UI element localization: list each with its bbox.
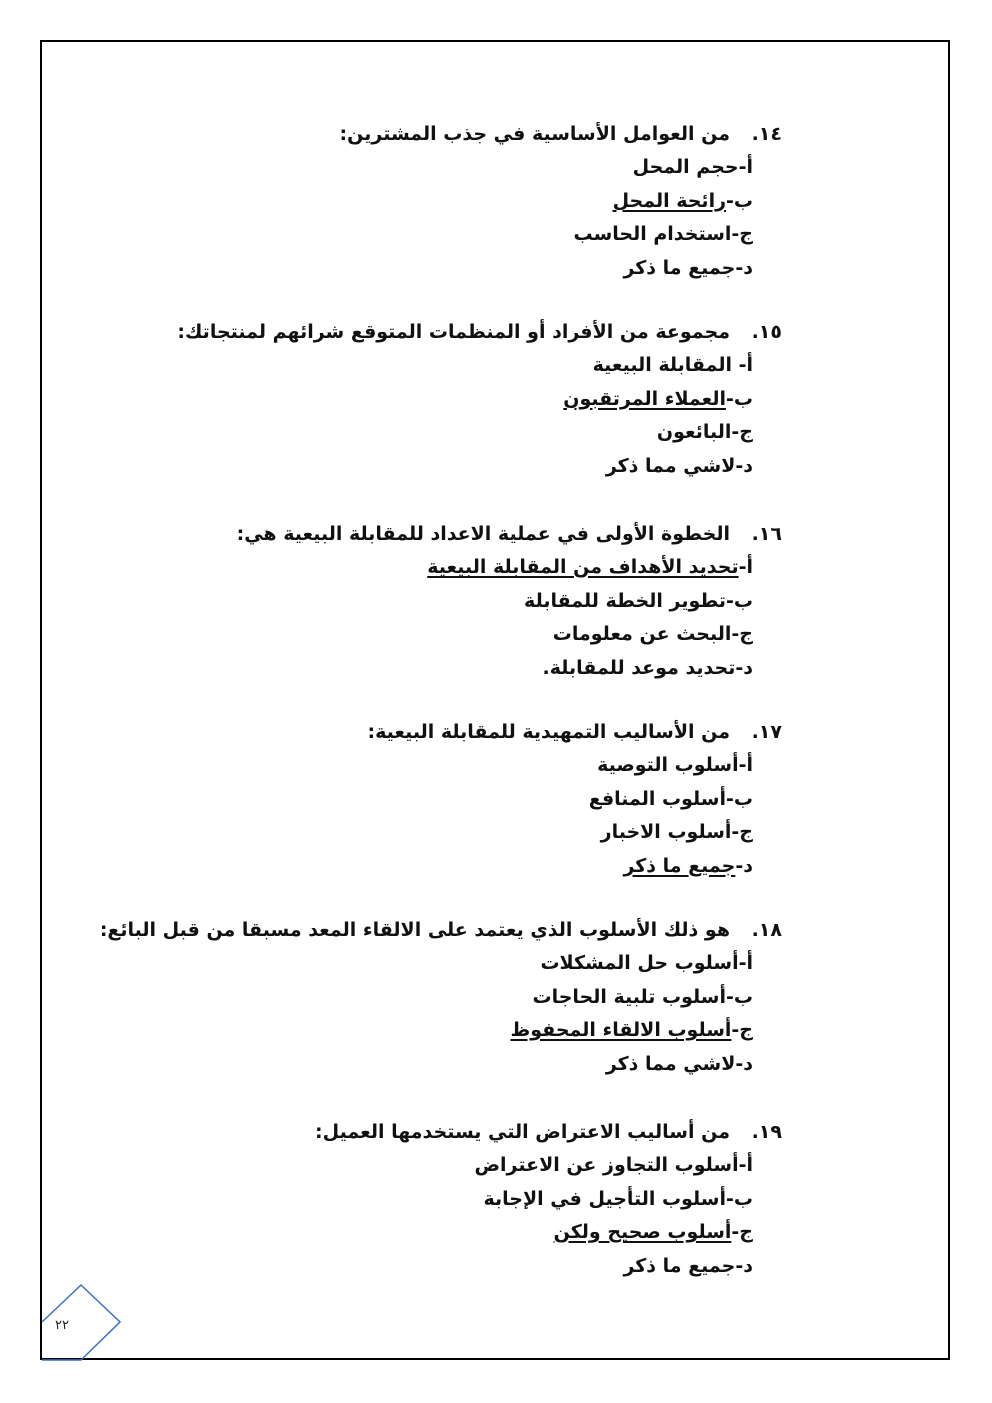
option-text: تطوير الخطة للمقابلة <box>524 589 727 612</box>
question-17 <box>368 716 782 883</box>
option-c: ج-استخدام الحاسب <box>573 223 753 245</box>
option-text-underlined: رائحة المحل <box>612 189 727 212</box>
option-text: أسلوب حل المشكلات <box>540 952 739 974</box>
question-19 <box>315 1116 782 1283</box>
option-text: استخدام الحاسب <box>573 223 732 245</box>
option-text-underlined: العملاء المرتقبون <box>563 387 727 410</box>
question-text: من أساليب الاعتراض التي يستخدمها العميل: <box>315 1121 730 1143</box>
question-stem <box>177 316 782 349</box>
question-text: هو ذلك الأسلوب الذي يعتمد على الالقاء المعد مسبقا من قبل البائع: <box>99 919 730 941</box>
question-number: ١٦. <box>751 523 782 545</box>
option-a-correct: أ-تحديد الأهداف من المقابلة البيعية <box>427 556 753 578</box>
question-text: مجموعة من الأفراد أو المنظمات المتوقع شرائهم لمنتجاتك: <box>177 321 730 343</box>
option-c: ج-البائعون <box>656 421 753 443</box>
option-b-correct: ب-العملاء المرتقبون <box>563 387 753 410</box>
question-number: ١٥. <box>751 321 782 343</box>
option-d: د-جميع ما ذكر <box>623 256 753 279</box>
option-c: ج-البحث عن معلومات <box>552 623 753 645</box>
option-text: أسلوب التوصية <box>597 754 739 776</box>
page-number: ٢٢ <box>55 1318 69 1333</box>
option-text: أسلوب تلبية الحاجات <box>532 985 727 1008</box>
option-text: تحديد موعد للمقابلة. <box>542 656 736 679</box>
question-18 <box>100 914 782 1081</box>
option-text: أسلوب التجاوز عن الاعتراض <box>474 1154 739 1176</box>
question-16 <box>237 518 782 685</box>
option-d: د-جميع ما ذكر <box>623 1254 753 1277</box>
question-stem <box>237 518 782 551</box>
option-d: د-لاشي مما ذكر <box>605 454 753 477</box>
option-text-underlined: تحديد الأهداف من المقابلة البيعية <box>427 556 739 578</box>
option-c-correct: ج-أسلوب الالقاء المحفوظ <box>510 1019 753 1041</box>
option-text: البحث عن معلومات <box>552 623 732 645</box>
option-c: ج-أسلوب الاخبار <box>600 821 753 843</box>
option-text: لاشي مما ذكر <box>605 1052 736 1075</box>
option-text: جميع ما ذكر <box>623 1254 736 1277</box>
option-b: ب-أسلوب المنافع <box>588 787 753 810</box>
option-text: جميع ما ذكر <box>623 256 736 279</box>
option-text-underlined: أسلوب صحيح ولكن <box>553 1221 732 1243</box>
option-text: حجم المحل <box>632 156 739 178</box>
option-b: ب-أسلوب تلبية الحاجات <box>532 985 753 1008</box>
option-a: أ-أسلوب حل المشكلات <box>540 952 753 974</box>
option-b-correct: ب-رائحة المحل <box>612 189 753 212</box>
option-text: أسلوب المنافع <box>588 787 727 810</box>
option-a: أ-حجم المحل <box>632 156 753 178</box>
option-text: لاشي مما ذكر <box>605 454 736 477</box>
option-a: أ- المقابلة البيعية <box>592 354 753 376</box>
option-text: أسلوب الاخبار <box>600 821 732 843</box>
option-text: أسلوب التأجيل في الإجابة <box>483 1187 727 1210</box>
page-number-diamond-icon <box>41 1283 122 1363</box>
option-a: أ-أسلوب التوصية <box>597 754 753 776</box>
option-d-correct: د-جميع ما ذكر <box>623 854 753 877</box>
option-text-underlined: جميع ما ذكر <box>623 854 736 877</box>
option-b: ب-تطوير الخطة للمقابلة <box>524 589 753 612</box>
question-number: ١٧. <box>751 721 782 743</box>
option-text: البائعون <box>656 421 732 443</box>
question-15 <box>177 316 782 483</box>
option-b: ب-أسلوب التأجيل في الإجابة <box>483 1187 753 1210</box>
question-text: من الأساليب التمهيدية للمقابلة البيعية: <box>367 721 730 743</box>
option-text-underlined: أسلوب الالقاء المحفوظ <box>510 1019 732 1041</box>
option-d: د-تحديد موعد للمقابلة. <box>542 656 753 679</box>
option-d: د-لاشي مما ذكر <box>605 1052 753 1075</box>
option-a: أ-أسلوب التجاوز عن الاعتراض <box>474 1154 753 1176</box>
question-number: ١٩. <box>751 1121 782 1143</box>
question-stem <box>368 716 782 749</box>
question-number: ١٤. <box>751 123 782 145</box>
option-text: المقابلة البيعية <box>592 354 732 376</box>
question-14 <box>340 118 782 285</box>
question-stem <box>340 118 782 151</box>
question-stem <box>100 914 782 947</box>
question-stem <box>315 1116 782 1149</box>
question-text: من العوامل الأساسية في جذب المشترين: <box>339 123 730 145</box>
option-c-correct: ج-أسلوب صحيح ولكن <box>553 1221 753 1243</box>
question-number: ١٨. <box>751 919 782 941</box>
question-text: الخطوة الأولى في عملية الاعداد للمقابلة البيعية هي: <box>236 523 730 545</box>
